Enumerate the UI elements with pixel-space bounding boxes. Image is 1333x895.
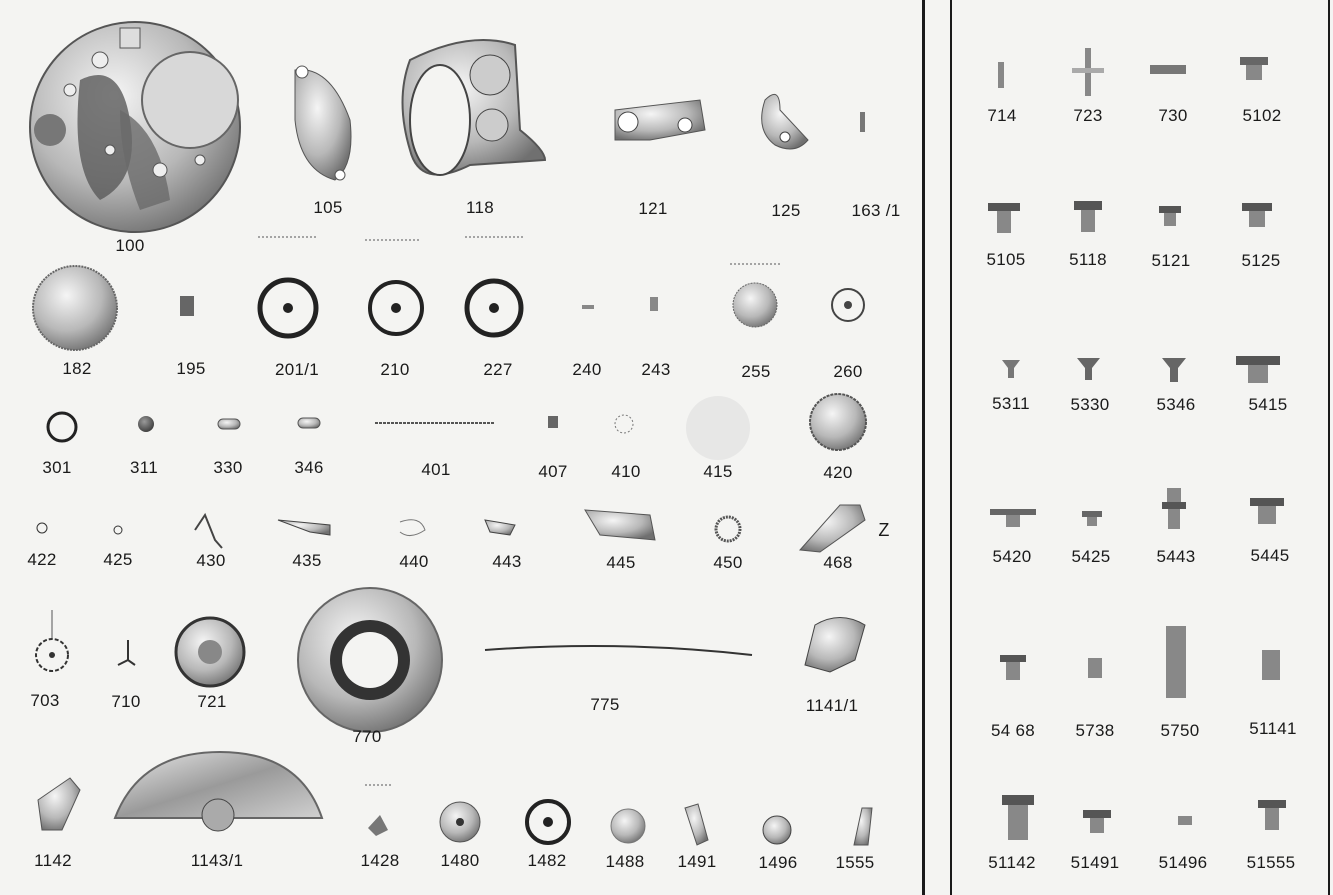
screw-5425 xyxy=(1082,511,1102,526)
part-425 xyxy=(114,526,122,534)
part-number-label: 1491 xyxy=(677,852,717,871)
screw-5738 xyxy=(1088,658,1102,678)
part-number-label: 415 xyxy=(703,462,733,481)
screw-51141 xyxy=(1262,650,1280,680)
screw-51142 xyxy=(1002,795,1034,840)
stem-723 xyxy=(1072,48,1104,96)
part-243 xyxy=(650,297,658,311)
wheel-255 xyxy=(730,264,782,327)
part-1555 xyxy=(854,808,872,845)
part-number-label: 5415 xyxy=(1248,395,1288,414)
part-number-label: 5121 xyxy=(1151,251,1191,270)
screw-5118 xyxy=(1074,201,1102,232)
part-number-label: 5311 xyxy=(992,394,1030,413)
part-number-label: 255 xyxy=(741,362,771,381)
part-number-label: 1488 xyxy=(605,852,645,871)
part-number-label: 121 xyxy=(638,199,668,218)
part-number-label: 125 xyxy=(771,201,801,220)
part-number-label: 445 xyxy=(606,553,636,572)
part-121 xyxy=(615,100,705,140)
spring-775 xyxy=(485,646,752,655)
part-443 xyxy=(485,520,515,535)
rotor-1143-1 xyxy=(115,752,322,831)
screw-5125 xyxy=(1242,203,1272,227)
part-407 xyxy=(548,416,558,428)
part-1142 xyxy=(38,778,80,830)
pinion-195 xyxy=(180,296,194,316)
part-number-label: 260 xyxy=(833,362,863,381)
part-number-label: 420 xyxy=(823,463,853,482)
part-number-label: 51496 xyxy=(1158,853,1208,872)
part-311 xyxy=(138,416,154,432)
part-346 xyxy=(298,418,320,428)
wheel-201-1 xyxy=(258,237,318,336)
part-number-label: 468 xyxy=(823,553,853,572)
part-number-label: 5750 xyxy=(1160,721,1200,740)
part-number-label: 710 xyxy=(111,692,141,711)
screw-51555 xyxy=(1258,800,1286,830)
escape-wheel-703 xyxy=(36,610,68,671)
part-number-label: 5118 xyxy=(1069,250,1107,269)
part-330 xyxy=(218,419,240,429)
part-730 xyxy=(1150,65,1186,74)
part-number-label: 51142 xyxy=(988,853,1036,872)
part-number-label: 1555 xyxy=(835,853,875,872)
part-number-label: 51141 xyxy=(1249,719,1297,738)
balance-721 xyxy=(176,618,244,686)
part-number-label: 730 xyxy=(1158,106,1188,125)
part-1491 xyxy=(685,804,708,845)
bridge-105 xyxy=(295,66,351,180)
part-number-label: 311 xyxy=(129,458,159,477)
pin-714 xyxy=(998,62,1004,88)
part-number-label: 301 xyxy=(42,458,72,477)
screw-5105 xyxy=(988,203,1020,233)
part-number-label: 1482 xyxy=(527,851,567,870)
part-number-label: 243 xyxy=(641,360,671,379)
part-number-label: 775 xyxy=(590,695,620,714)
wheel-1482 xyxy=(527,801,569,843)
part-number-label: 54 68 xyxy=(990,721,1036,740)
wheel-420 xyxy=(810,394,866,450)
part-410 xyxy=(615,415,633,433)
part-number-label: 714 xyxy=(987,106,1017,125)
part-number-label: 770 xyxy=(352,727,382,746)
part-number-label: 346 xyxy=(294,458,324,477)
part-number-label: 410 xyxy=(611,462,641,481)
part-number-label: 721 xyxy=(197,692,227,711)
spring-430 xyxy=(195,515,222,548)
pin-163-1 xyxy=(860,112,865,132)
screw-5420 xyxy=(990,509,1036,527)
part-number-label: 5125 xyxy=(1241,251,1281,270)
part-number-label: 100 xyxy=(115,236,145,255)
screw-5443 xyxy=(1162,488,1186,529)
part-422 xyxy=(37,523,47,533)
part-number-label: 51555 xyxy=(1246,853,1296,872)
part-number-label: 240 xyxy=(572,360,602,379)
screw-5102 xyxy=(1240,57,1268,80)
part-number-label: 440 xyxy=(399,552,429,571)
part-number-label: 5330 xyxy=(1070,395,1110,414)
part-number-label: 5346 xyxy=(1156,395,1196,414)
part-number-label: 450 xyxy=(713,553,743,572)
spring-440 xyxy=(400,520,425,536)
part-number-label: 5420 xyxy=(992,547,1032,566)
part-number-label: 401 xyxy=(421,460,451,479)
part-number-label: 723 xyxy=(1073,106,1103,125)
part-1428 xyxy=(365,785,392,836)
annotation-mark: Z xyxy=(878,520,890,540)
part-number-label: 430 xyxy=(196,551,226,570)
part-number-label: 422 xyxy=(27,550,57,569)
screw-5415 xyxy=(1236,356,1280,383)
part-number-label: 182 xyxy=(62,359,92,378)
part-number-label: 1496 xyxy=(758,853,798,872)
part-number-label: 195 xyxy=(176,359,206,378)
screw-5750 xyxy=(1166,626,1186,698)
part-number-label: 1480 xyxy=(440,851,480,870)
screw-51491 xyxy=(1083,810,1111,833)
part-number-label: 5443 xyxy=(1156,547,1196,566)
disc-415 xyxy=(686,396,750,460)
ring-301 xyxy=(48,413,76,441)
part-number-label: 5425 xyxy=(1071,547,1111,566)
screw-5445 xyxy=(1250,498,1284,524)
part-number-label: 1143/1 xyxy=(190,851,244,870)
part-number-label: 51491 xyxy=(1070,853,1120,872)
part-number-label: 703 xyxy=(30,691,60,710)
lever-435 xyxy=(278,520,330,535)
part-number-label: 163 /1 xyxy=(851,201,901,220)
wheel-210 xyxy=(365,240,422,334)
part-number-label: 201/1 xyxy=(274,360,320,379)
wheel-1488 xyxy=(611,809,645,843)
screw-5121 xyxy=(1159,206,1181,226)
part-number-label: 407 xyxy=(538,462,568,481)
screw-51496 xyxy=(1178,816,1192,825)
part-number-label: 5738 xyxy=(1075,721,1115,740)
mainspring-barrel-770 xyxy=(298,588,442,732)
part-number-label: 5102 xyxy=(1242,106,1282,125)
part-number-label: 330 xyxy=(213,458,243,477)
part-number-label: 1141/1 xyxy=(805,696,859,715)
part-number-label: 5445 xyxy=(1250,546,1290,565)
part-number-label: 227 xyxy=(483,360,513,379)
part-240 xyxy=(582,305,594,309)
part-number-label: 118 xyxy=(465,198,495,217)
screw-5468 xyxy=(1000,655,1026,680)
screw-5346 xyxy=(1162,358,1186,382)
wheel-450 xyxy=(716,517,740,541)
wheel-227 xyxy=(465,237,525,335)
part-468 xyxy=(800,505,865,552)
wheel-182 xyxy=(33,266,117,350)
part-number-label: 210 xyxy=(380,360,410,379)
main-plate-100 xyxy=(30,22,240,232)
screw-5311 xyxy=(1002,360,1020,378)
part-number-label: 443 xyxy=(492,552,522,571)
bridge-118 xyxy=(403,40,546,175)
part-445 xyxy=(585,510,655,540)
part-1141-1 xyxy=(805,618,865,673)
pallet-710 xyxy=(118,640,135,665)
part-number-label: 435 xyxy=(292,551,322,570)
part-1496 xyxy=(763,816,791,844)
part-number-label: 5105 xyxy=(986,250,1026,269)
part-number-label: 1142 xyxy=(34,851,72,870)
wheel-260 xyxy=(832,289,864,321)
part-number-label: 1428 xyxy=(360,851,400,870)
wheel-1480 xyxy=(440,802,480,842)
part-number-label: 105 xyxy=(313,198,343,217)
part-125 xyxy=(762,94,808,149)
screw-5330 xyxy=(1077,358,1100,380)
part-number-label: 425 xyxy=(103,550,133,569)
